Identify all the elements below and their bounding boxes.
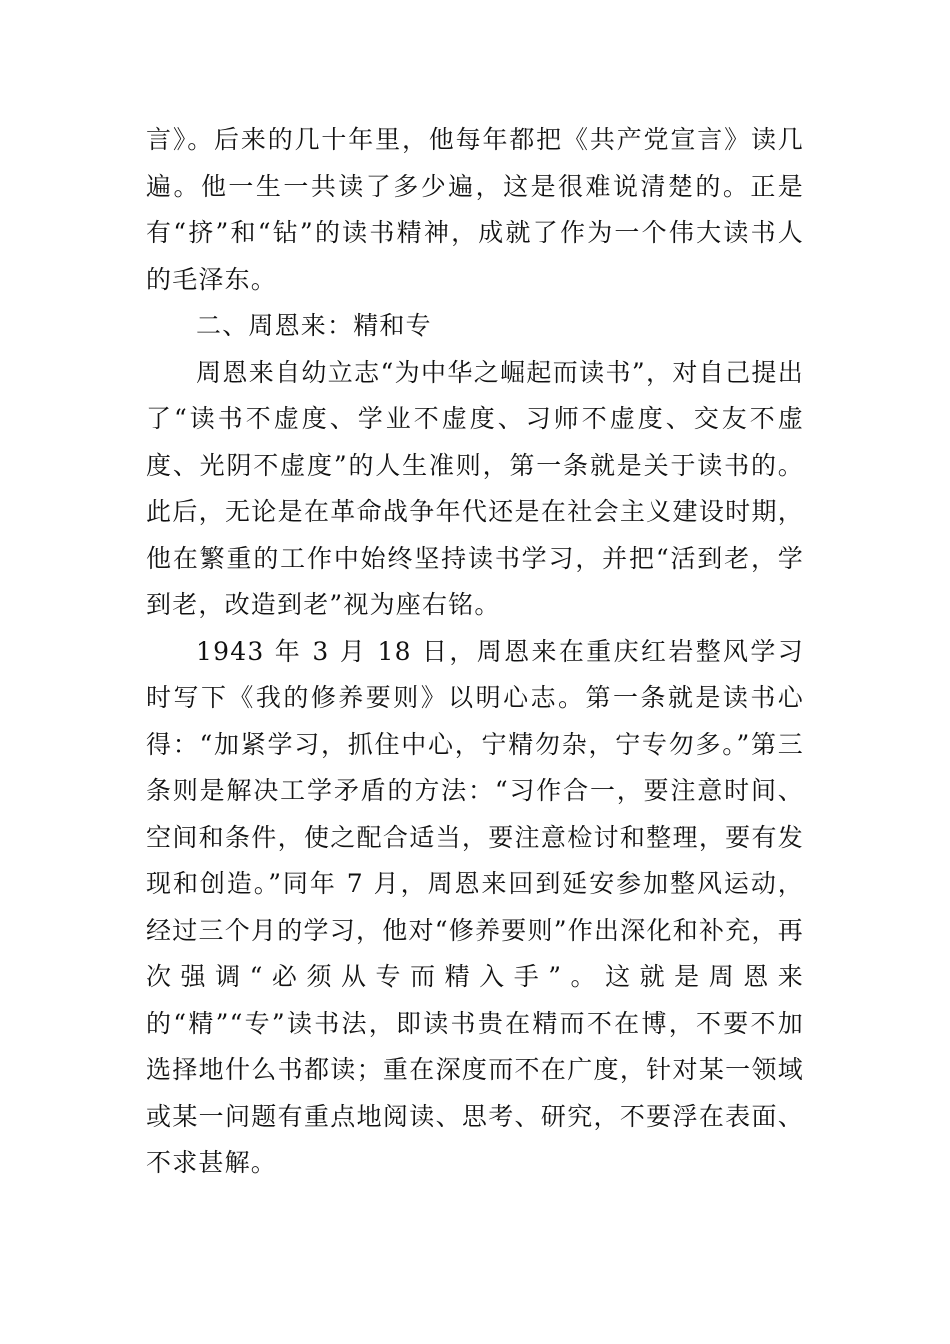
paragraph: 周恩来自幼立志“为中华之崛起而读书”，对自己提出了“读书不虚度、学业不虚度、习师不虚度、交友不虚度、光阴不虚度”的人生准则，第一条就是关于读书的。此后，无论是在革命战争年代还是在社会主义建设时期，他在繁重的工作中始终坚持读书学习，并把“活到老，学到老，改造到老”视为座右铭。 bbox=[146, 357, 804, 619]
document-body bbox=[146, 117, 804, 1187]
paragraph: 1943 年 3 月 18 日，周恩来在重庆红岩整风学习时写下《我的修养要则》以明心志。第一条就是读书心得：“加紧学习，抓住中心，宁精勿杂，宁专勿多。”第三条则是解决工学矛盾的方法：“习作合一，要注意时间、空间和条件，使之配合适当，要注意检讨和整理，要有发现和创造。”同年 7 月，周恩来回到延安参加整风运动，经过三个月的学习，他对“修养要则”作出深化和补充，再次强调“必须从专而精入手”。这就是周恩来的“精”“专”读书法，即读书贵在精而不在博，不要不加选择地什么书都读；重在深度而不在广度，针对某一领域或某一问题有重点地阅读、思考、研究，不要浮在表面、不求甚解。 bbox=[146, 636, 804, 1177]
section-heading: 二、周恩来：精和专 bbox=[196, 311, 432, 340]
paragraph-continued: 言》。后来的几十年里，他每年都把《共产党宣言》读几遍。他一生一共读了多少遍，这是很难说清楚的。正是有“挤”和“钻”的读书精神，成就了作为一个伟大读书人的毛泽东。 bbox=[146, 125, 804, 294]
